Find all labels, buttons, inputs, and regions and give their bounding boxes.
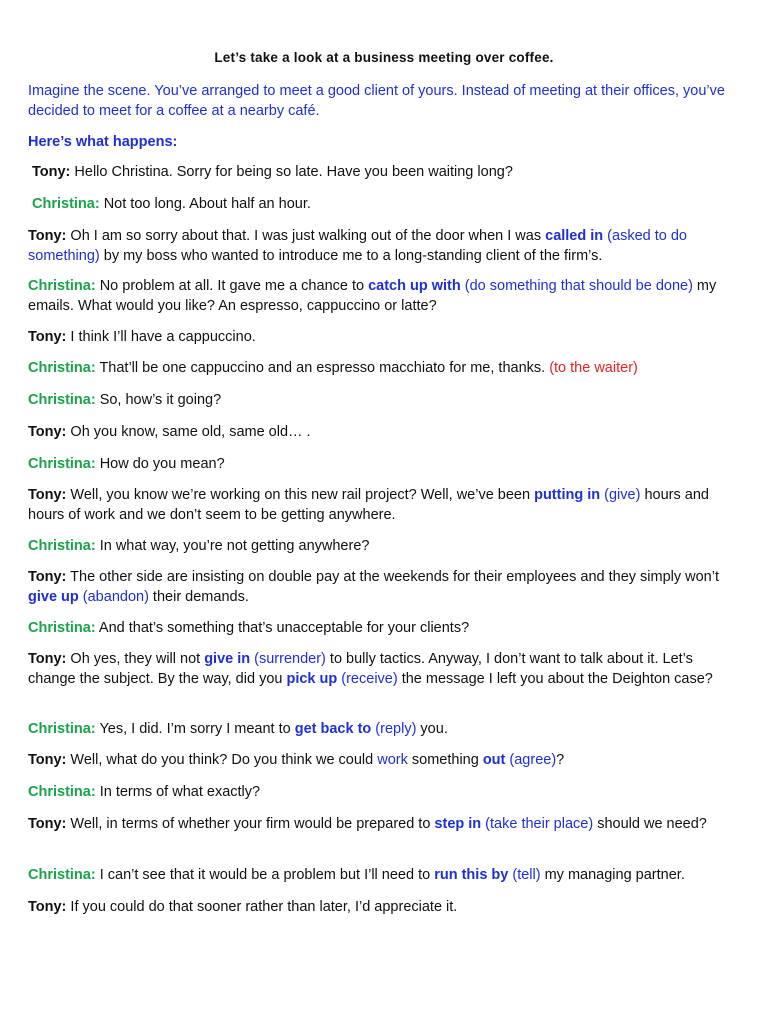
dialogue-line <box>28 391 740 411</box>
speaker-christina: Christina: <box>28 867 96 883</box>
dialogue-line <box>28 486 740 525</box>
definition: (receive) <box>337 670 398 687</box>
intro-text-1: Imagine the scene. You’ve arranged to meet a good client of yours. Instead of meeting at their offices, you’ve decided to meet <box>28 83 725 119</box>
dialogue-line <box>28 866 740 886</box>
dialogue-line <box>28 568 740 607</box>
line-text: Not too long. About half an hour. <box>99 196 311 212</box>
definition: (take their place) <box>481 816 594 832</box>
line-text: In what way, you’re not getting anywhere? <box>95 538 370 554</box>
phrasal-verb-part: work <box>377 752 408 768</box>
phrasal-verb: get back to <box>294 721 372 737</box>
line-text: Yes, I did. I’m sorry I meant to <box>95 721 295 737</box>
dialogue-line <box>28 537 740 557</box>
speaker-tony: Tony: <box>28 228 67 244</box>
line-text: to bully tactics. Anyway, I don’t want to talk about it. Let’s change the subject. By the way, did you <box>28 651 693 687</box>
line-text: And that’s something that’s unacceptable for your clients? <box>95 620 470 636</box>
speaker-tony: Tony: <box>28 816 67 832</box>
line-text: Well, in terms of whether your firm would be prepared to <box>66 816 435 832</box>
speaker-christina: Christina: <box>28 392 96 408</box>
speaker-christina: Christina: <box>32 196 100 212</box>
definition: (do something that should be done) <box>460 278 693 294</box>
phrasal-verb: called in <box>545 228 604 244</box>
line-text: you. <box>416 721 448 737</box>
section-heading: Here’s what happens: <box>28 134 178 150</box>
line-text: If you could do that sooner rather than later, I’d appreciate it. <box>66 899 458 915</box>
dialogue-line <box>28 720 740 740</box>
speaker-tony: Tony: <box>28 752 67 768</box>
definition: (asked to do something) <box>28 228 687 264</box>
speaker-tony: Tony: <box>28 424 67 440</box>
speaker-tony: Tony: <box>28 329 67 345</box>
speaker-tony: Tony: <box>28 899 67 915</box>
speaker-tony: Tony: <box>28 651 67 667</box>
speaker-christina: Christina: <box>28 278 96 294</box>
phrasal-verb: pick up <box>286 670 338 687</box>
dialogue-line <box>28 328 740 348</box>
line-text: I can’t see that it would be a problem but I’ll need to <box>95 867 435 883</box>
dialogue-line <box>28 783 740 803</box>
speaker-christina: Christina: <box>28 620 96 636</box>
dialogue-line <box>28 277 740 316</box>
dialogue-line <box>28 455 740 475</box>
line-text: my emails. What would you like? An espresso, cappuccino or latte? <box>28 278 717 314</box>
dialogue-line <box>28 751 740 771</box>
speaker-christina: Christina: <box>28 538 96 554</box>
definition: (abandon) <box>78 588 149 605</box>
line-text: my managing partner. <box>540 867 685 883</box>
speaker-christina: Christina: <box>28 360 96 376</box>
definition: (agree) <box>505 752 557 768</box>
dialogue-line <box>28 359 740 379</box>
line-text: So, how’s it going? <box>95 392 222 408</box>
phrasal-verb: give up <box>28 588 79 605</box>
line-text: Oh you know, same old, same old… . <box>66 424 311 440</box>
dialogue-line <box>28 619 740 639</box>
phrasal-verb: give in <box>204 651 251 667</box>
speaker-christina: Christina: <box>28 784 96 800</box>
line-text: In terms of what exactly? <box>95 784 261 800</box>
intro-paragraph <box>28 82 740 121</box>
phrasal-verb: step in <box>434 816 482 832</box>
line-text: That’ll be one cappuccino and an espresso macchiato for me, thanks. <box>95 360 550 376</box>
line-text: hours and hours of work and we don’t seem to be getting anywhere. <box>28 487 709 523</box>
phrasal-verb: putting in <box>534 487 601 503</box>
dialogue-line <box>28 163 744 183</box>
line-text: No problem at all. It gave me a chance to <box>95 278 369 294</box>
speaker-tony: Tony: <box>28 487 67 503</box>
line-text: something <box>407 752 483 768</box>
line-text: the message I left you about the Deighton case? <box>397 670 713 687</box>
line-text: Oh I am so sorry about that. I was just walking out of the door when I was <box>66 228 546 244</box>
dialogue-line <box>28 227 740 266</box>
speaker-christina: Christina: <box>28 456 96 472</box>
line-text: Well, what do you think? Do you think we could <box>66 752 378 768</box>
intro-text-2: for a coffee at a nearby café. <box>135 102 320 119</box>
dialogue-line <box>28 815 740 835</box>
speaker-tony: Tony: <box>32 164 71 180</box>
speaker-christina: Christina: <box>28 721 96 737</box>
line-text: ? <box>556 752 565 768</box>
definition: (tell) <box>508 867 541 883</box>
line-text: by my boss who wanted to introduce me to a long-standing client of the firm’s. <box>99 247 603 264</box>
line-text: should we need? <box>593 816 707 832</box>
dialogue-line <box>28 650 740 689</box>
stage-note: (to the waiter) <box>549 360 638 376</box>
line-text: Oh yes, they will not <box>66 651 205 667</box>
phrasal-verb: run this by <box>434 867 509 883</box>
page-title: Let’s take a look at a business meeting over coffee. <box>214 50 554 65</box>
dialogue-line <box>28 898 740 918</box>
definition: (give) <box>600 487 641 503</box>
dialogue-line <box>28 423 740 443</box>
definition: (surrender) <box>250 651 326 667</box>
definition: (reply) <box>371 721 417 737</box>
line-text: Hello Christina. Sorry for being so late. Have you been waiting long? <box>70 164 513 180</box>
line-text: I think I’ll have a cappuccino. <box>66 329 256 345</box>
phrasal-verb: catch up with <box>368 278 461 294</box>
line-text: How do you mean? <box>95 456 225 472</box>
phrasal-verb: out <box>482 752 506 768</box>
dialogue-line <box>28 195 744 215</box>
line-text: The other side are insisting on double pay at the weekends for their employees and they simply won’t <box>66 569 719 585</box>
line-text: Well, you know we’re working on this new rail project? Well, we’ve been <box>66 487 535 503</box>
speaker-tony: Tony: <box>28 569 67 585</box>
line-text: their demands. <box>148 588 249 605</box>
